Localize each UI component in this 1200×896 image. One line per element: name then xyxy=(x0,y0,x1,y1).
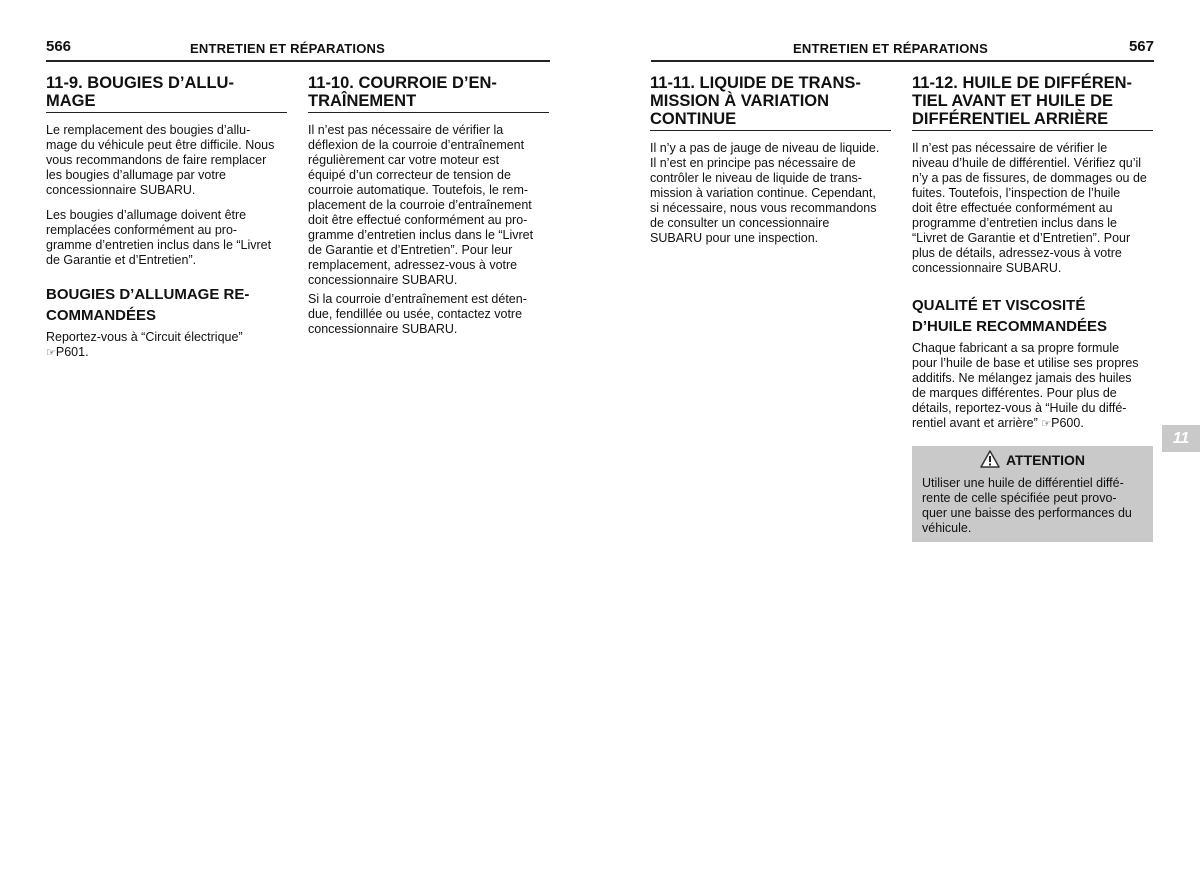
page-reference-link[interactable]: ☞P601. xyxy=(46,345,89,359)
paragraph: Il n’est pas nécessaire de vérifier le niveau d’huile de différentiel. Vérifiez qu’il n’y a pas de fissures, de dommages ou de fuites. Toutefois, l’inspection de l’huile doit être effectuée conformément au programme d’entretien inclus dans le “Livret de Garantie et d’Entretien”. Pour plus de détails, adressez-vous à votre concessionnaire SUBARU. xyxy=(912,141,1147,275)
section-11-10 xyxy=(308,74,549,337)
paragraph: Le remplacement des bougies d’allu- mage du véhicule peut être difficile. Nous vous recommandons de faire remplacer les bougies d’allumage par votre concessionnaire SUBARU. xyxy=(46,123,275,197)
running-title: ENTRETIEN ET RÉPARATIONS xyxy=(190,41,385,56)
paragraph: Il n’est pas nécessaire de vérifier la déflexion de la courroie d’entraînement régulièrement car votre moteur est équipé d’un correcteur de tension de courroie automatique. Toutefois, le rem- placement de la courroie d’entraînement doit être effectué conformément au pro- gramme d’entretien inclus dans le “Livret de Garantie et d’Entretien”. Pour leur remplacement, adressez-vous à votre concessionnaire SUBARU. xyxy=(308,123,534,287)
attention-label: ATTENTION xyxy=(1005,452,1086,468)
paragraph: Chaque fabricant a sa propre formule pour l’huile de base et utilise ses propres additifs. Ne mélangez jamais des huiles de marques différentes. Pour plus de détails, reportez-vous à “Huile du diffé- rentiel avant et arrière” ☞P600. xyxy=(912,341,1139,430)
attention-header xyxy=(922,450,1143,473)
page-reference-link[interactable]: ☞P600. xyxy=(1041,416,1084,430)
right-page-header xyxy=(651,38,1154,62)
paragraph: Les bougies d’allumage doivent être remplacées conformément au pro- gramme d’entretien inclus dans le “Livret de Garantie et d’Entretien”. xyxy=(46,208,272,267)
section-11-11 xyxy=(650,74,891,246)
page-number: 567 xyxy=(1128,38,1154,55)
section-11-9 xyxy=(46,74,287,361)
section-title: 11-9. BOUGIES D’ALLU- MAGE xyxy=(46,74,287,113)
paragraph: Il n’y a pas de jauge de niveau de liquide. Il n’est en principe pas nécessaire de contrôler le niveau de liquide de trans- mission à variation continue. Cependant, si nécessaire, nous vous recommandons de consulter un concessionnaire SUBARU pour une inspection. xyxy=(650,141,880,245)
running-title: ENTRETIEN ET RÉPARATIONS xyxy=(793,41,988,56)
section-title: 11-12. HUILE DE DIFFÉREN- TIEL AVANT ET HUILE DE DIFFÉRENTIEL ARRIÈRE xyxy=(912,74,1153,131)
left-page-header xyxy=(46,38,550,62)
section-title: 11-11. LIQUIDE DE TRANS- MISSION À VARIATION CONTINUE xyxy=(650,74,891,131)
subsection-title: BOUGIES D’ALLUMAGE RE- COMMANDÉES xyxy=(46,286,250,324)
subsection-title: QUALITÉ ET VISCOSITÉ D’HUILE RECOMMANDÉES xyxy=(912,297,1108,335)
paragraph: Reportez-vous à “Circuit électrique” ☞P601. xyxy=(46,330,287,361)
warning-triangle-icon xyxy=(980,450,1000,473)
paragraph: Si la courroie d’entraînement est déten- due, fendillée ou usée, contactez votre concessionnaire SUBARU. xyxy=(308,292,527,336)
page-number: 566 xyxy=(46,38,72,55)
page-reference-icon: ☞ xyxy=(1041,418,1052,430)
page-reference-icon: ☞ xyxy=(46,347,56,359)
chapter-tab[interactable]: 11 xyxy=(1162,425,1200,452)
attention-box xyxy=(912,446,1153,542)
section-title: 11-10. COURROIE D’EN- TRAÎNEMENT xyxy=(308,74,549,113)
attention-text: Utiliser une huile de différentiel diffé- rente de celle spécifiée peut provo- quer une baisse des performances du véhicule. xyxy=(922,476,1132,535)
section-11-12 xyxy=(912,74,1153,542)
